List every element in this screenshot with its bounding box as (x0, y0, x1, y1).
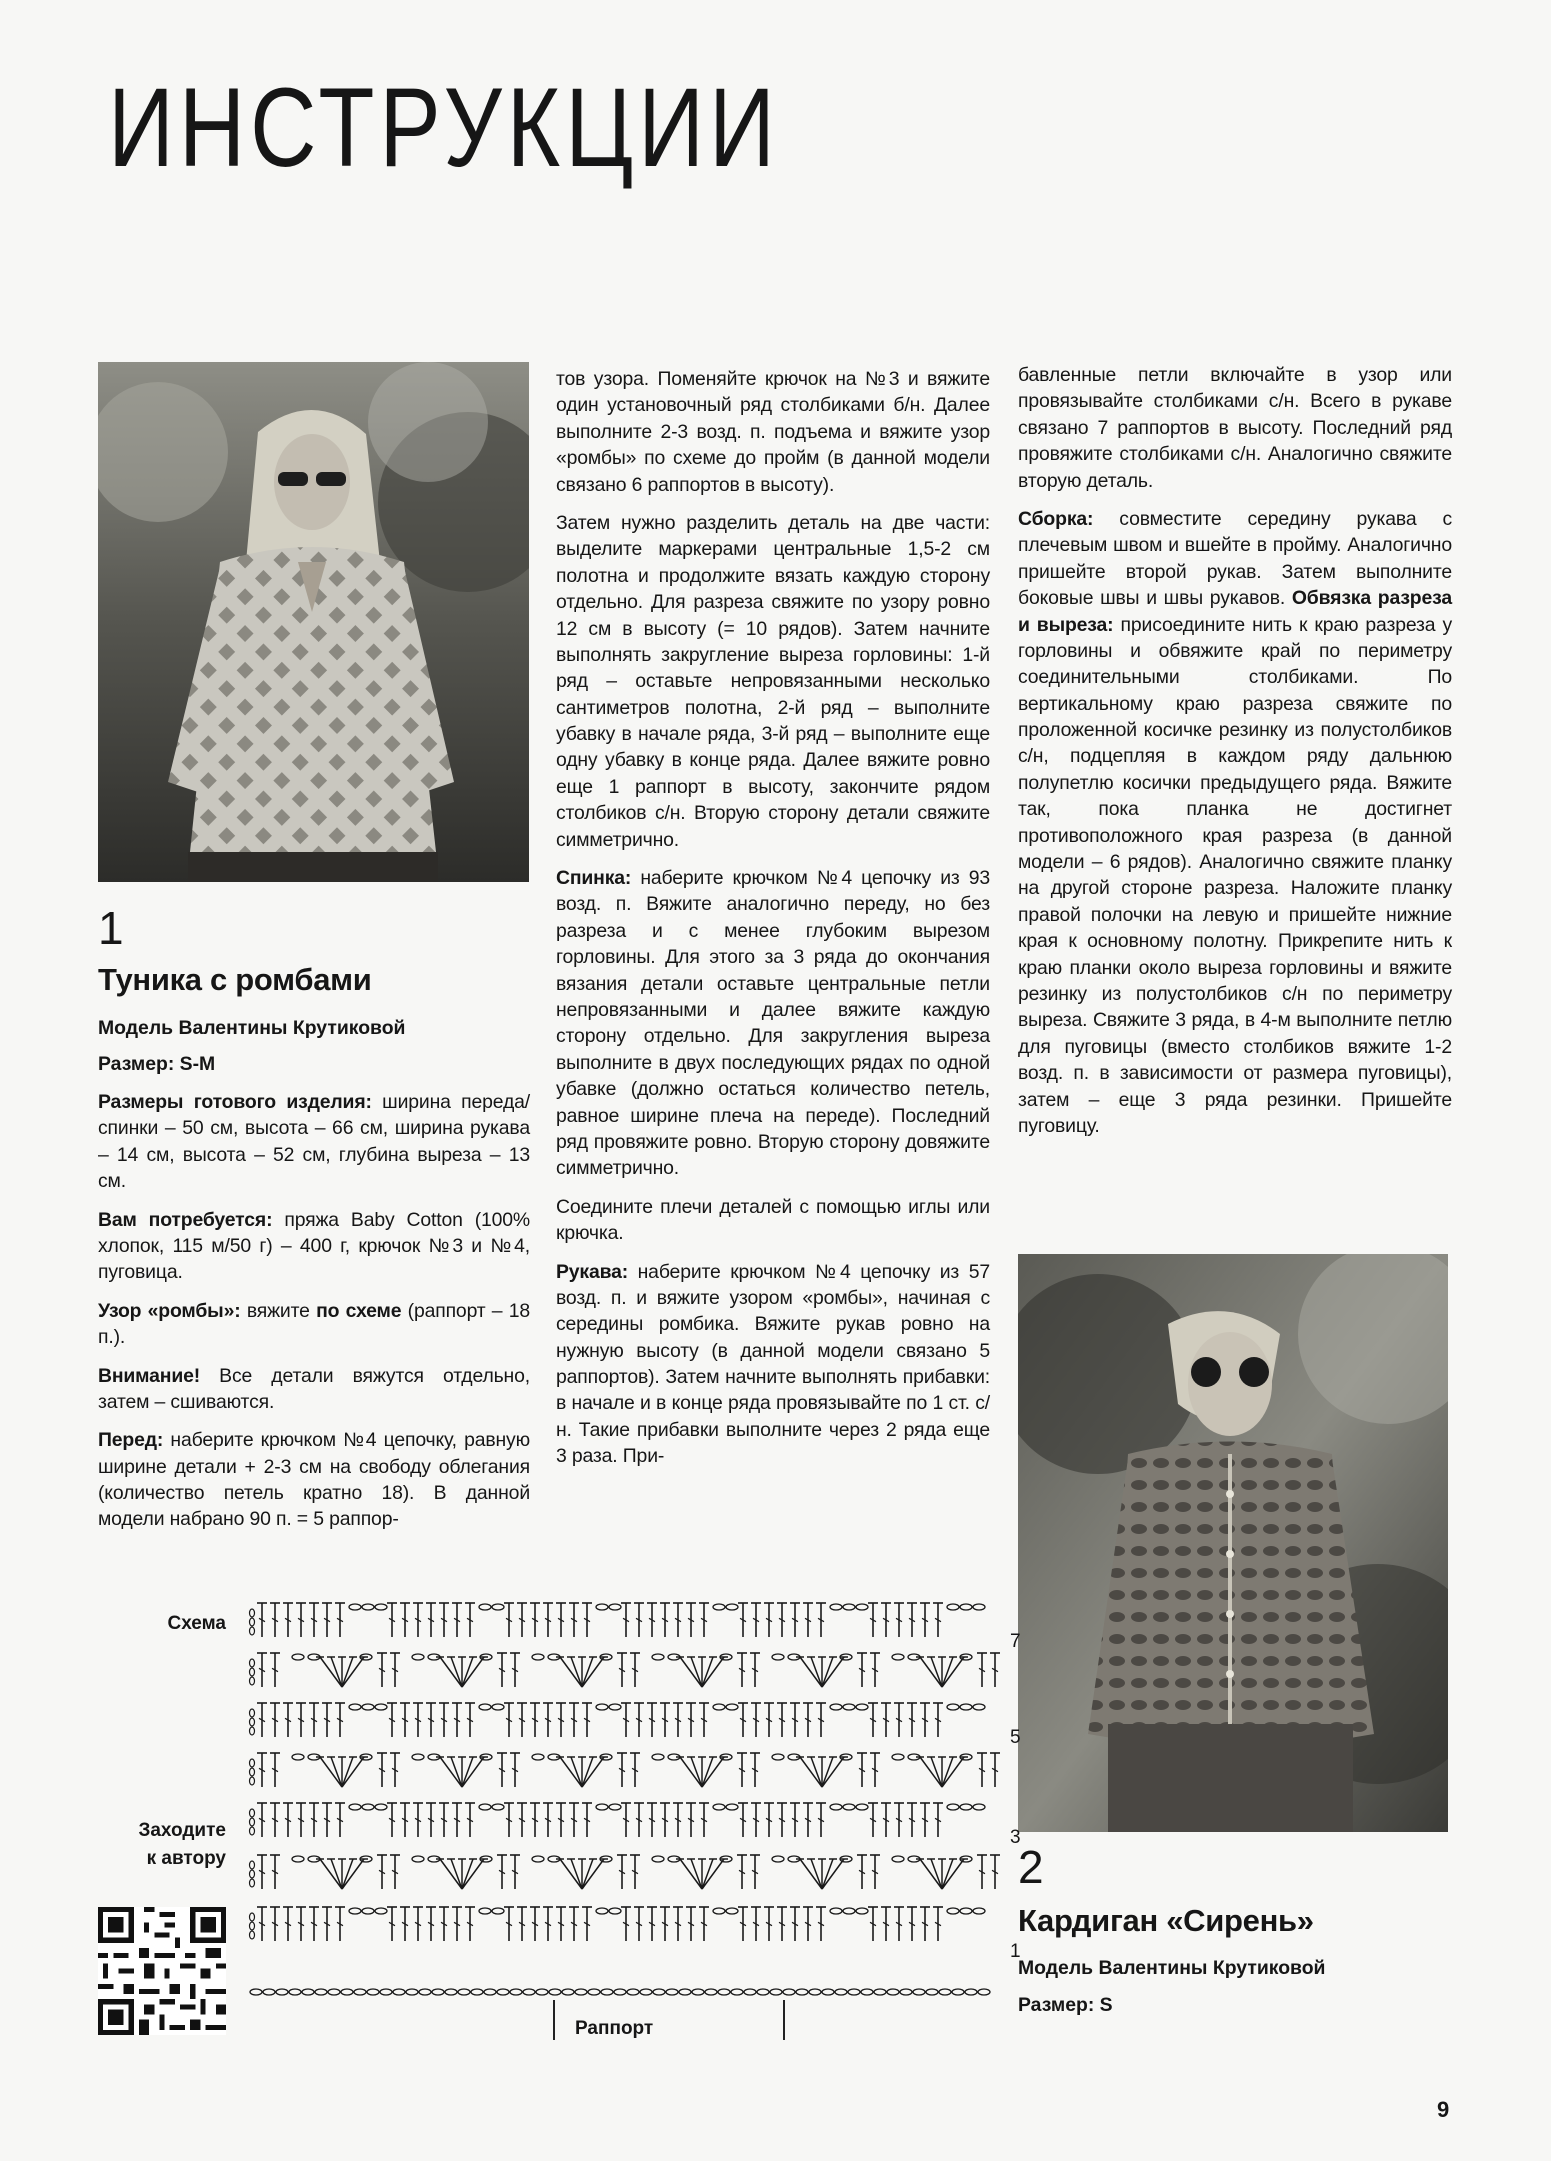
page-number: 9 (1437, 2097, 1450, 2122)
column-2-text (556, 366, 990, 1482)
back-paragraph: Спинка: наберите крючком №4 цепочку из 93 возд. п. Вяжите аналогично переду, но без разреза и с менее глубоким вырезом горловины. Для этого за 3 ряда до окончания вязания детали оставьте центральные петли непровязанными и далее вяжите каждую сторону отдельно. Для закругления выреза выполните в двух последующих рядах по одной убавке (должно остаться количество петель, равное ширине плеча на переде). Последний ряд провяжите ровно. Вторую сторону довяжите симметрично. (556, 867, 990, 1180)
sleeves-paragraph: Рукава: наберите крючком №4 цепочку из 57 возд. п. и вяжите узором «ромбы», начиная с середины ромбика. Вяжите рукав ровно на нужную высоту (в данной модели связано 5 раппортов). Затем начните выполнять прибавки: в начале и в конце ряда провязывайте по 1 ст. с/н. Такие прибавки выполните через 2 ряда еще 3 раза. При- (556, 1260, 990, 1468)
rapport-mark-right (783, 2000, 785, 2040)
pattern-paragraph: Узор «ромбы»: вяжите по схеме (раппорт – 18 п.). (98, 1299, 530, 1349)
model-1-author: Модель Валентины Крутиковой (98, 1017, 406, 1039)
visit-line-2: к автору (146, 1847, 226, 1869)
col2-paragraph-1: тов узора. Поменяйте крючок на №3 и вяжите один установочный ряд столбиками б/н. Далее выполните 2-3 возд. п. подъема и вяжите узор «ромбы» по схеме до пройм (в данной модели связано 6 раппортов в высоту). (556, 368, 990, 496)
visit-line-1: Заходите (138, 1820, 226, 1841)
page-title: ИНСТРУКЦИИ (108, 65, 780, 190)
rapport-mark-left (553, 2000, 555, 2040)
assembly-paragraph: Сборка: совместите середину рукава с плечевым швом и вшейте в пройму. Аналогично пришейте второй рукав. Затем выполните боковые швы и швы рукавов. Обвязка разреза и выреза: присоедините нить к краю разреза у горловины и обвяжите край по периметру соединительными столбиками. По вертикальному краю разреза свяжите по проложенной косичке резинку из полустолбиков с/н, подцепляя в каждом ряду дальнюю полупетлю косички предыдущего ряда. Вяжите так, пока планка не достигнет противоположного края разреза (в данной модели – 6 рядов). Аналогично свяжите планку на другой стороне разреза. Наложите планку правой полочки на левую и пришейте нижние края к основному полотну. Прикрепите нить к краю планки около выреза горловины и вяжите резинку из полустолбиков с/н по периметру выреза. Свяжите 3 ряда, в 4-м выполните петлю для пуговицы (вместо столбиков вяжите 1-2 возд. п. в зависимости от размера пуговицы), затем – еще 3 ряда резинки. Пришейте пуговицу. (1018, 507, 1453, 1137)
materials-paragraph: Вам потребуется: пряжа Baby Cotton (100% хлопок, 115 м/50 г) – 400 г, крючок №3 и №4, пуговица. (98, 1208, 531, 1284)
front-paragraph: Перед: наберите крючком №4 цепочку, равную ширине детали + 2-3 см на свободу облегания (количество петель кратно 18). В данной модели набрано 90 п. = 5 раппор- (98, 1429, 530, 1531)
model-1-title: Туника с ромбами (98, 962, 372, 997)
column-3-text (1018, 362, 1452, 1151)
column-1-text (98, 1089, 530, 1545)
model-2-title: Кардиган «Сирень» (1018, 1903, 1314, 1938)
model-2-author: Модель Валентины Крутиковой (1018, 1957, 1326, 1979)
qr-code[interactable] (98, 1907, 226, 2035)
row-number-1: 1 (1010, 1941, 1021, 1962)
col2-paragraph-2: Затем нужно разделить деталь на две части: выделите маркерами центральные 1,5-2 см полотна и продолжите вязать каждую сторону отдельно. Для разреза свяжите по узору ровно 12 см в высоту (= 10 рядов). Затем начните выполнять закругление выреза горловины: 1-й ряд – оставьте непровязанными несколько сантиметров полотна, 2-й ряд – выполните убавку в начале ряда, 3-й ряд – выполните еще одну убавку в конце ряда. Далее вяжите ровно еще 1 раппорт в высоту, закончите рядом столбиков с/н. Вторую сторону детали свяжите симметрично. (556, 511, 990, 851)
row-number-3: 3 (1010, 1827, 1021, 1848)
cardigan-photo (1018, 1254, 1448, 1832)
row-number-7: 7 (1010, 1631, 1021, 1652)
row-number-5: 5 (1010, 1727, 1021, 1748)
schema-label: Схема (167, 1613, 226, 1634)
col3-paragraph-1: бавленные петли включайте в узор или провязывайте столбиками с/н. Всего в рукаве связано 7 раппортов в высоту. Последний ряд провяжите столбиками с/н. Аналогично свяжите вторую деталь. (1018, 364, 1452, 492)
model-1-size: Размер: S-M (98, 1053, 216, 1075)
col2-paragraph-4: Соедините плечи деталей с помощью иглы или крючка. (556, 1195, 990, 1245)
sizes-paragraph: Размеры готового изделия: ширина переда/спинки – 50 см, высота – 66 см, ширина рукава – 14 см, высота – 52 см, глубина выреза – 13 см. (98, 1091, 531, 1193)
rapport-label: Раппорт (575, 2018, 654, 2039)
attention-paragraph: Внимание! Все детали вяжутся отдельно, затем – сшиваются. (98, 1364, 530, 1413)
visit-author-label (110, 1817, 226, 1872)
model-2-number: 2 (1018, 1841, 1044, 1893)
crochet-chart (246, 1597, 1006, 2009)
model-1-number: 1 (98, 902, 124, 954)
tunic-photo (98, 362, 529, 882)
model-2-size: Размер: S (1018, 1994, 1113, 2016)
